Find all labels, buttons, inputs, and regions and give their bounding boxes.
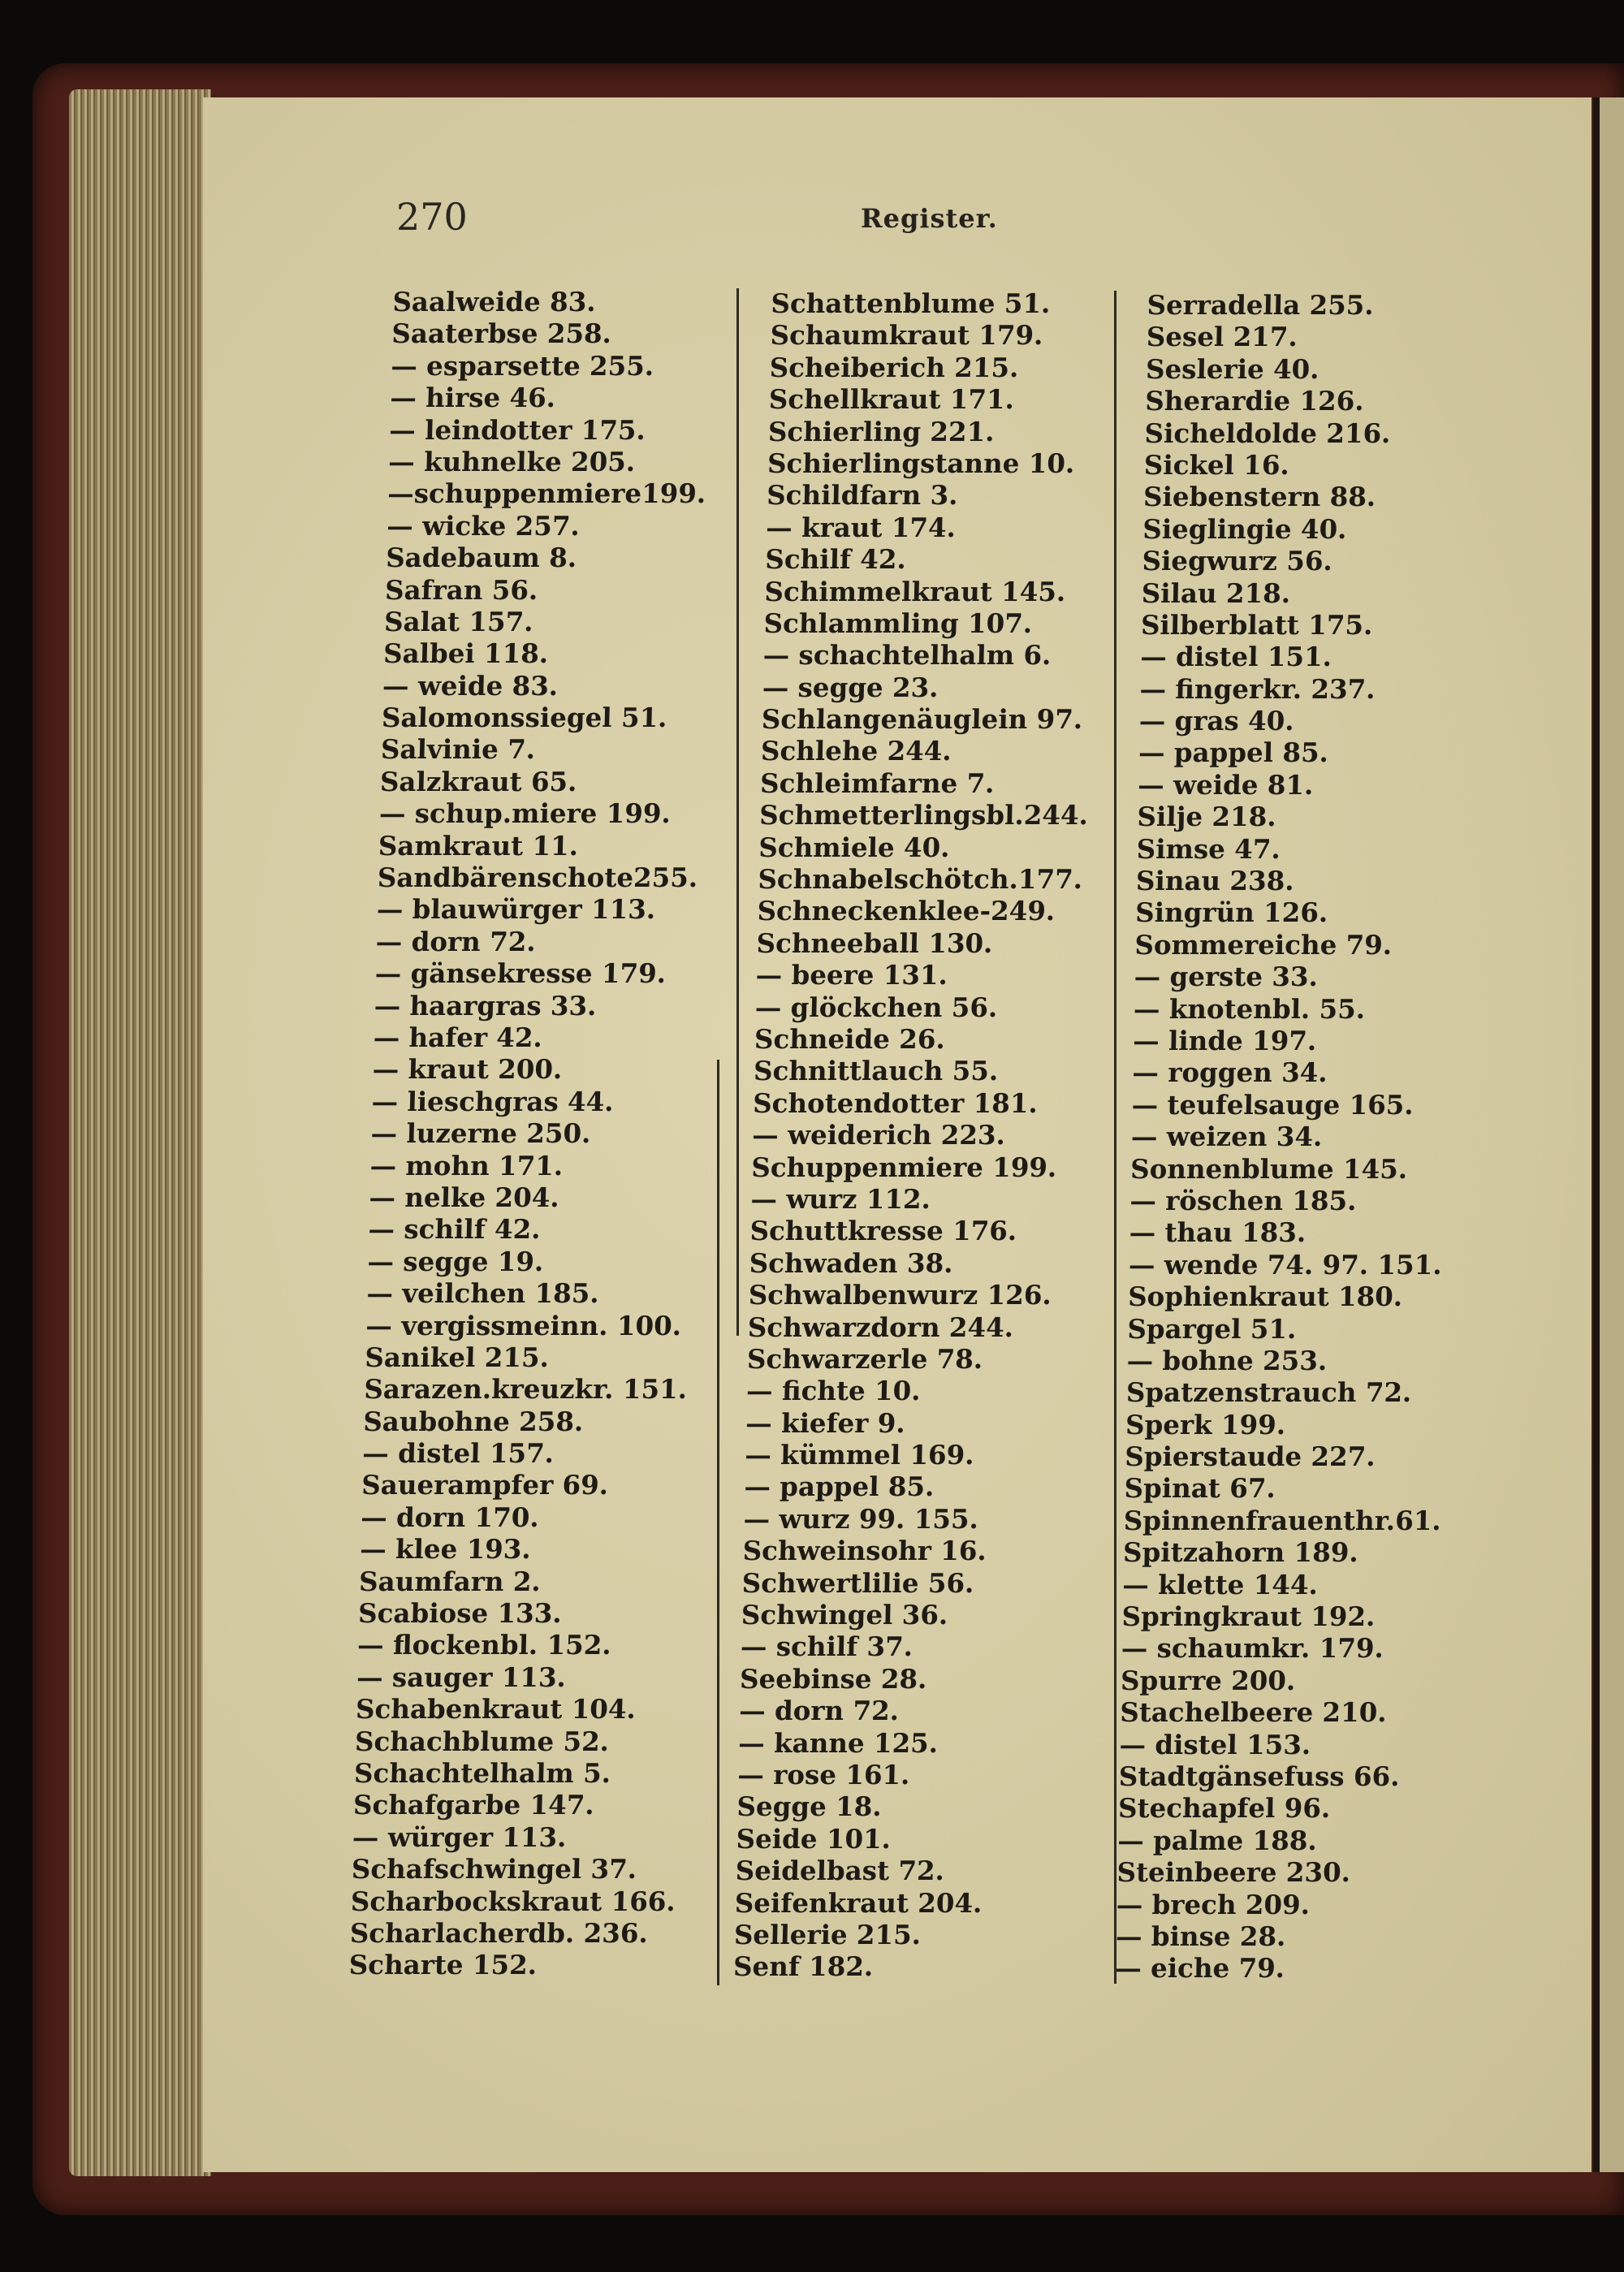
index-entry: — glöckchen 56. <box>754 991 998 1023</box>
index-entry: Senf 182. <box>732 1950 874 1983</box>
index-entry: Salbei 118. <box>382 637 549 670</box>
index-entry: Schwaden 38. <box>749 1246 953 1279</box>
page-header <box>0 195 1624 244</box>
running-head: Register. <box>861 203 998 234</box>
index-entry: Spierstaude 227. <box>1125 1441 1376 1473</box>
index-entry: Saalweide 83. <box>391 286 597 317</box>
index-entry: — hafer 42. <box>373 1021 543 1053</box>
index-entry: — teufelsauge 165. <box>1131 1088 1415 1121</box>
index-entry: Scharbockskraut 166. <box>350 1885 676 1917</box>
index-entry: — flockenbl. 152. <box>356 1629 612 1661</box>
index-entry: Schneeball 130. <box>756 927 993 959</box>
index-entry: — dorn 72. <box>375 925 537 957</box>
index-entry: Schleimfarne 7. <box>759 767 995 799</box>
index-entry: — leindotter 175. <box>388 413 646 446</box>
index-entry: Spinnenfrauenthr.61. <box>1123 1504 1442 1536</box>
index-entry: — kümmel 169. <box>744 1439 975 1471</box>
index-entry: Schwertlilie 56. <box>741 1566 974 1599</box>
index-entry: Seifenkraut 204. <box>734 1886 983 1919</box>
index-entry: — segge 19. <box>367 1245 544 1277</box>
index-entry: — nelke 204. <box>369 1181 560 1213</box>
index-entry: Silberblatt 175. <box>1140 608 1373 641</box>
index-entry: Sellerie 215. <box>733 1918 922 1950</box>
index-entry: Singrün 126. <box>1134 896 1328 929</box>
index-entry: Schafschwingel 37. <box>351 1853 637 1885</box>
index-entry: — kraut 200. <box>372 1053 563 1086</box>
index-entry: — distel 157. <box>361 1437 555 1470</box>
index-entry: — dorn 170. <box>360 1501 540 1533</box>
index-entry: — esparsette 255. <box>390 349 654 382</box>
index-entry: — haargras 33. <box>374 989 598 1022</box>
index-entry: Schildfarn 3. <box>766 479 958 512</box>
index-entry: — linde 197. <box>1132 1024 1317 1056</box>
index-entry: Salzkraut 65. <box>379 765 578 797</box>
index-entry: — gerste 33. <box>1134 961 1319 993</box>
column-rule <box>1114 291 1116 1984</box>
index-entry: — schachtelhalm 6. <box>762 639 1052 672</box>
index-entry: — segge 23. <box>762 671 939 703</box>
index-entry: Scabiose 133. <box>357 1597 563 1630</box>
index-entry: Silau 218. <box>1141 577 1291 609</box>
index-entry: — knotenbl. 55. <box>1133 992 1366 1025</box>
index-entry: Schlehe 244. <box>760 735 952 767</box>
index-entry: Springkraut 192. <box>1121 1600 1376 1633</box>
index-entry: — weizen 34. <box>1130 1121 1323 1153</box>
index-entry: Sommereiche 79. <box>1134 928 1393 961</box>
index-entry: Spargel 51. <box>1127 1312 1297 1345</box>
index-entry: — lieschgras 44. <box>371 1085 615 1117</box>
index-column-2 <box>733 287 1100 1983</box>
index-entry: — kraut 174. <box>765 511 957 543</box>
index-entry: Salat 157. <box>383 605 534 637</box>
index-entry: — weide 81. <box>1137 768 1314 801</box>
index-entry: — röschen 185. <box>1129 1184 1357 1216</box>
index-entry: Schafgarbe 147. <box>352 1789 595 1821</box>
index-entry: Seidelbast 72. <box>735 1855 945 1887</box>
index-entry: — vergissmeinn. 100. <box>365 1309 682 1341</box>
index-entry: Spinat 67. <box>1124 1472 1276 1505</box>
index-entry: — brech 209. <box>1116 1888 1311 1920</box>
index-entry: Sophienkraut 180. <box>1127 1281 1403 1313</box>
index-entry: — palme 188. <box>1116 1824 1318 1856</box>
index-entry: — fichte 10. <box>745 1375 922 1407</box>
index-entry: — wende 74. 97. 151. <box>1128 1248 1442 1281</box>
index-entry: Schnittlauch 55. <box>753 1055 999 1087</box>
index-entry: Schotendotter 181. <box>752 1086 1039 1119</box>
index-entry: — thau 183. <box>1129 1216 1307 1249</box>
index-entry: Schwingel 36. <box>741 1599 948 1631</box>
index-entry: Seebinse 28. <box>739 1662 927 1695</box>
index-entry: Scharte 152. <box>348 1949 538 1981</box>
index-entry: — distel 153. <box>1119 1728 1311 1760</box>
index-entry: Seide 101. <box>736 1822 892 1855</box>
index-entry: — mohn 171. <box>369 1149 564 1181</box>
index-entry: Saubohne 258. <box>362 1405 584 1437</box>
index-entry: Schneide 26. <box>754 1022 946 1055</box>
page-edges <box>69 89 211 2176</box>
index-entry: — sauger 113. <box>356 1661 567 1693</box>
index-entry: — pappel 85. <box>744 1471 935 1503</box>
index-entry: Schierlingstanne 10. <box>767 447 1075 479</box>
index-entry: Schachtelhalm 5. <box>353 1756 611 1789</box>
index-entry: Safran 56. <box>384 573 538 606</box>
index-entry: Serradella 255. <box>1147 289 1375 321</box>
index-entry: Silje 218. <box>1137 801 1276 833</box>
index-entry: — dorn 72. <box>738 1695 900 1727</box>
index-entry: Schimmelkraut 145. <box>764 575 1066 607</box>
index-entry: — veilchen 185. <box>366 1277 600 1310</box>
index-entry: — binse 28. <box>1115 1920 1286 1952</box>
page-number: 270 <box>396 195 468 239</box>
index-entry: Schlangenäuglein 97. <box>761 703 1083 736</box>
index-entry: Schattenblume 51. <box>771 287 1051 319</box>
index-entry: — pappel 85. <box>1138 736 1329 769</box>
index-entry: Schabenkraut 104. <box>355 1693 637 1726</box>
index-entry: — gras 40. <box>1138 705 1295 737</box>
index-entry: — luzerne 250. <box>370 1117 592 1150</box>
index-entry: — gänsekresse 179. <box>374 957 667 990</box>
index-entry: Sauerampfer 69. <box>361 1469 609 1501</box>
index-entry: — weiderich 223. <box>751 1119 1006 1151</box>
index-entry: Schnabelschötch.177. <box>758 863 1083 896</box>
index-entry: Schneckenklee-249. <box>757 895 1056 927</box>
index-entry: —schuppenmiere199. <box>387 477 706 510</box>
index-entry: — wurz 99. 155. <box>743 1502 979 1535</box>
index-entry: — bohne 253. <box>1126 1344 1328 1376</box>
index-entry: — klee 193. <box>359 1533 532 1566</box>
index-entry: Schuppenmiere 199. <box>750 1151 1057 1183</box>
column-rule <box>717 1060 719 1985</box>
index-entry: Saaterbse 258. <box>391 317 612 350</box>
index-entry: Spitzahorn 189. <box>1122 1536 1359 1569</box>
facing-page-edge <box>1593 97 1624 2172</box>
index-entry: Schwarzdorn 244. <box>747 1311 1014 1343</box>
index-entry: — weide 83. <box>382 669 559 702</box>
index-entry: Spatzenstrauch 72. <box>1125 1376 1412 1409</box>
index-entry: — rose 161. <box>736 1758 910 1790</box>
index-entry: Salomonssiegel 51. <box>381 702 668 734</box>
index-entry: Spurre 200. <box>1120 1664 1296 1696</box>
index-entry: Seslerie 40. <box>1145 352 1320 385</box>
index-column-3 <box>1115 289 1465 1985</box>
index-entry: Schweinsohr 16. <box>742 1535 987 1567</box>
index-entry: — distel 151. <box>1139 641 1332 673</box>
index-entry: — wicke 257. <box>386 509 581 542</box>
index-entry: Salvinie 7. <box>380 733 536 766</box>
index-entry: — hirse 46. <box>389 382 556 414</box>
index-entry: Schilf 42. <box>764 543 907 576</box>
index-entry: Steinbeere 230. <box>1116 1856 1351 1889</box>
index-entry: Schachblume 52. <box>354 1725 610 1757</box>
index-entry: — schup.miere 199. <box>378 797 672 830</box>
index-entry: Sieglingie 40. <box>1142 512 1347 545</box>
index-entry: Sanikel 215. <box>364 1341 550 1373</box>
index-entry: Schierling 221. <box>767 415 995 447</box>
index-entry: — klette 144. <box>1121 1568 1319 1600</box>
index-entry: Sesel 217. <box>1146 321 1298 353</box>
index-entry: Sherardie 126. <box>1144 385 1365 417</box>
index-entry: Sonnenblume 145. <box>1129 1152 1408 1185</box>
index-entry: — wurz 112. <box>750 1182 931 1215</box>
index-entry: — roggen 34. <box>1132 1056 1328 1089</box>
index-entry: Samkraut 11. <box>378 829 579 862</box>
index-entry: Scharlacherdb. 236. <box>349 1916 649 1949</box>
index-entry: Schmetterlingsbl.244. <box>758 799 1089 831</box>
index-entry: Schmiele 40. <box>758 831 950 863</box>
index-entry: Schwarzerle 78. <box>746 1342 983 1375</box>
index-entry: — schilf 37. <box>740 1631 914 1663</box>
index-entry: Sickel 16. <box>1143 448 1290 481</box>
column-rule <box>736 288 739 1336</box>
index-entry: — fingerkr. 237. <box>1139 672 1376 705</box>
index-entry: Stadtgänsefuss 66. <box>1118 1760 1400 1792</box>
index-entry: Schlammling 107. <box>763 607 1033 639</box>
index-entry: Scheiberich 215. <box>769 351 1019 383</box>
index-entry: — kanne 125. <box>737 1726 939 1759</box>
index-entry: Schellkraut 171. <box>768 383 1015 416</box>
index-entry: Sandbärenschote255. <box>377 862 698 894</box>
index-entry: Simse 47. <box>1136 832 1281 865</box>
index-entry: Schaumkraut 179. <box>770 319 1043 352</box>
index-entry: — beere 131. <box>755 959 948 991</box>
index-entry: Schwalbenwurz 126. <box>748 1279 1052 1311</box>
index-entry: Siegwurz 56. <box>1142 545 1333 577</box>
index-entry: — schaumkr. 179. <box>1121 1632 1384 1665</box>
index-entry: — kiefer 9. <box>745 1406 906 1439</box>
index-entry: — eiche 79. <box>1114 1952 1285 1985</box>
index-entry: Sperk 199. <box>1125 1408 1286 1441</box>
index-entry: Sicheldolde 216. <box>1144 417 1391 449</box>
index-entry: — schilf 42. <box>368 1213 542 1246</box>
index-entry: Stechapfel 96. <box>1117 1792 1331 1825</box>
index-entry: Sadebaum 8. <box>385 542 577 574</box>
index-entry: Stachelbeere 210. <box>1119 1696 1388 1729</box>
index-entry: — kuhnelke 205. <box>387 445 636 477</box>
index-entry: Sinau 238. <box>1135 865 1294 897</box>
index-entry: Segge 18. <box>736 1790 883 1823</box>
index-entry: — würger 113. <box>352 1821 568 1853</box>
index-entry: Schuttkresse 176. <box>749 1215 1017 1247</box>
index-entry: — blauwürger 113. <box>376 893 656 926</box>
index-entry: Siebenstern 88. <box>1142 481 1376 513</box>
index-entry: Sarazen.kreuzkr. 151. <box>363 1373 688 1406</box>
index-column-1 <box>348 286 718 1981</box>
index-entry: Saumfarn 2. <box>358 1565 542 1597</box>
